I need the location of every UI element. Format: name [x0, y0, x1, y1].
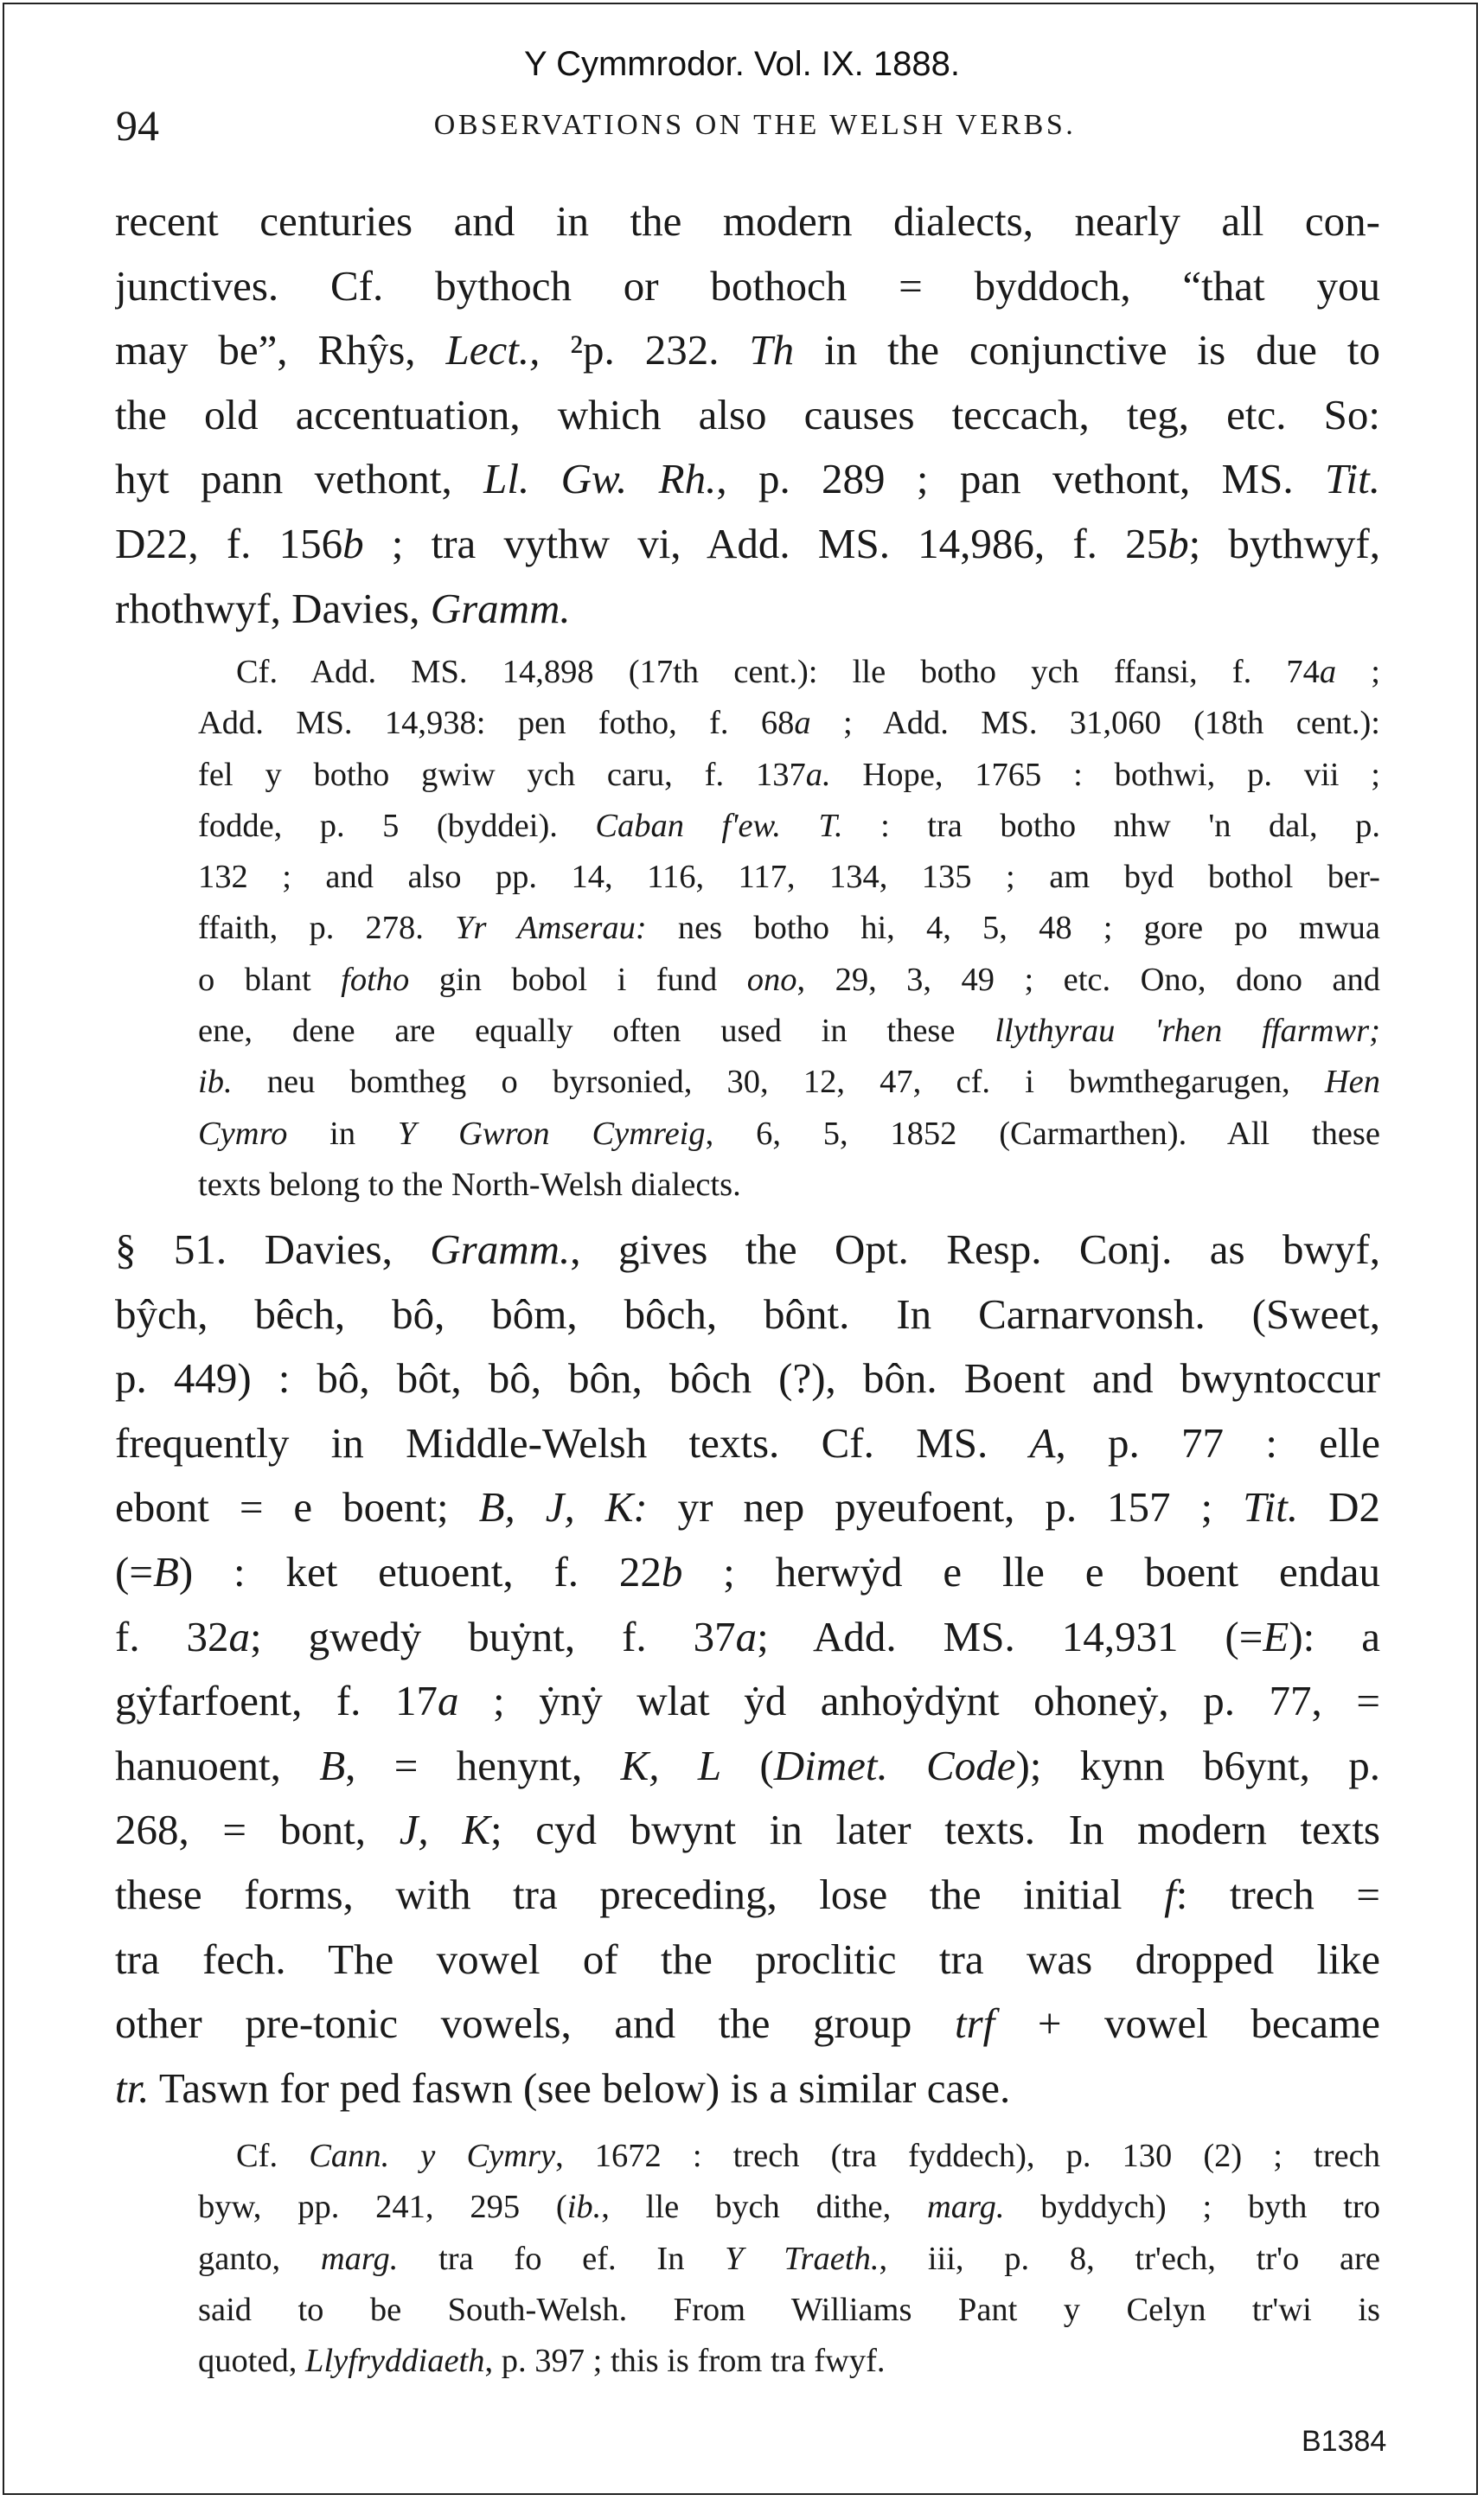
source-caption: Y Cymmrodor. Vol. IX. 1888. [524, 45, 960, 83]
text-line [198, 801, 1380, 852]
text-line [115, 447, 1380, 512]
text-segment: , 29, 3, 49 ; etc. Ono, dono and [796, 961, 1380, 998]
text-line [115, 1669, 1380, 1734]
italic-segment: A [1029, 1418, 1056, 1467]
italic-segment: J, K [399, 1806, 491, 1854]
text-line [198, 903, 1380, 954]
text-segment: mthegarugen, [1108, 1064, 1325, 1101]
italic-segment: Tit. [1324, 455, 1380, 503]
italic-segment: ib. [198, 1064, 233, 1101]
text-segment: these forms, with tra preceding, lose the initial [115, 1870, 1165, 1918]
text-line [115, 254, 1380, 319]
text-line [198, 955, 1380, 1006]
text-line [115, 1346, 1380, 1411]
text-line [115, 1282, 1380, 1347]
text-line [198, 750, 1380, 801]
text-segment: Add. MS. 14,938: pen fotho, f. 68 [198, 705, 795, 742]
text-line [115, 1218, 1380, 1282]
text-segment: neu bomtheg o byrsonied, 30, 12, 47, cf. i b [232, 1064, 1086, 1101]
text-line [198, 2131, 1380, 2182]
text-segment: ; Add. MS. 14,931 (= [757, 1612, 1263, 1660]
text-segment: , lle bych dithe, [601, 2189, 927, 2226]
text-segment: ; tra vythw vi, Add. MS. 14,986, f. 25 [363, 519, 1168, 567]
text-segment: D22, f. 156 [115, 519, 343, 567]
italic-segment: B [152, 1547, 179, 1596]
page-number: 94 [116, 101, 159, 150]
text-segment: , iii, p. 8, tr'ech, tr'o are [879, 2240, 1380, 2277]
text-segment: ; ẏnẏ wlat ẏd anhoẏdẏnt ohoneẏ, p. 77, = [458, 1677, 1380, 1725]
italic-segment: E [1263, 1612, 1289, 1660]
paragraph-1 [115, 189, 1380, 641]
footnote-1 [198, 647, 1380, 1211]
running-head: OBSERVATIONS ON THE WELSH VERBS. [433, 109, 1077, 141]
text-segment: o blant [198, 961, 342, 998]
italic-segment: K, L [620, 1741, 722, 1789]
text-segment: , p. 397 ; this is from tra fwyf. [484, 2343, 886, 2380]
italic-segment: fotho [341, 961, 410, 998]
text-segment: Hope, 1765 : bothwi, p. vii ; [830, 756, 1380, 793]
text-line [115, 1605, 1380, 1670]
italic-segment: tr. [115, 2063, 150, 2112]
italic-segment: Caban f'ew. T. [595, 807, 843, 844]
italic-segment: a. [805, 756, 831, 793]
text-segment: said to be South-Welsh. From Williams Pant y Celyn tr'wi is [198, 2291, 1380, 2328]
text-line [198, 1109, 1380, 1160]
italic-segment: Gramm. [430, 1225, 571, 1273]
text-segment: quoted, [198, 2343, 306, 2380]
text-segment: ebont = e boent; [115, 1483, 479, 1532]
italic-segment: marg. [320, 2240, 399, 2277]
text-segment: texts belong to the North-Welsh dialects. [198, 1166, 741, 1203]
text-segment: frequently in Middle-Welsh texts. Cf. MS. [115, 1418, 1030, 1467]
text-line [198, 698, 1380, 749]
italic-segment: trf [954, 1999, 995, 2048]
text-segment: other pre-tonic vowels, and the group [115, 1999, 955, 2048]
text-segment: , 6, 5, 1852 (Carmarthen). All these [705, 1115, 1380, 1152]
text-segment: , = henynt, [345, 1741, 621, 1789]
italic-segment: b [661, 1547, 683, 1596]
text-segment: + vowel became [995, 1999, 1380, 2048]
text-segment: yr nep pyeufoent, p. 157 ; [647, 1483, 1244, 1532]
text-segment: ) : ket etuoent, f. 22 [178, 1547, 662, 1596]
text-segment: (= [115, 1547, 153, 1596]
text-line [198, 1057, 1380, 1108]
italic-segment: Llyfryddiaeth [305, 2343, 485, 2380]
text-line [115, 1992, 1380, 2056]
text-segment: , gives the Opt. Resp. Conj. as bwyf, [570, 1225, 1380, 1273]
italic-segment: a [438, 1677, 459, 1725]
italic-segment: Yr Amserau: [455, 910, 647, 947]
italic-segment: ib. [566, 2189, 602, 2226]
text-line [198, 2182, 1380, 2233]
text-line [115, 512, 1380, 577]
text-line [115, 1475, 1380, 1540]
italic-segment: Lect., [445, 326, 541, 374]
text-segment: ; herwẏd e lle e boent endau [682, 1547, 1380, 1596]
text-segment: rhothwyf, Davies, [115, 584, 431, 632]
text-segment: gin bobol i fund [409, 961, 747, 998]
italic-segment: Cymro [198, 1115, 288, 1152]
text-segment: the old accentuation, which also causes teccach, teg, etc. So: [115, 390, 1380, 438]
text-line [198, 2285, 1380, 2336]
text-line [115, 383, 1380, 448]
italic-segment: ono [746, 961, 797, 998]
text-segment: ); kynn b6ynt, p. [1015, 1741, 1380, 1789]
text-line [198, 852, 1380, 903]
text-segment: fel y botho gwiw ych caru, f. 137 [198, 756, 806, 793]
text-segment: may be”, Rhŷs, [115, 326, 446, 374]
text-segment: , 1672 : trech (tra fyddech), p. 130 (2) ; trech [555, 2138, 1380, 2174]
italic-segment: f [1164, 1870, 1176, 1918]
text-segment: tra fo ef. In [398, 2240, 726, 2277]
text-segment: in the conjunctive is due to [794, 326, 1380, 374]
text-segment: hyt pann vethont, [115, 455, 484, 503]
text-line [198, 2336, 1380, 2387]
text-line [198, 647, 1380, 698]
text-segment: in [287, 1115, 398, 1152]
text-segment: byddych) ; byth tro [1004, 2189, 1380, 2226]
italic-segment: Gramm. [430, 584, 571, 632]
text-segment: ; bythwyf, [1188, 519, 1380, 567]
italic-segment: Y Gwron Cymreig [397, 1115, 706, 1152]
italic-segment: Hen [1324, 1064, 1380, 1101]
catalog-code: B1384 [1302, 2425, 1387, 2458]
text-segment: Cf. [236, 2138, 310, 2174]
text-segment: bŷch, bêch, bô, bôm, bôch, bônt. In Carnarvonsh. (Sweet, [115, 1289, 1380, 1338]
italic-segment: a [735, 1612, 758, 1660]
italic-segment: b [1167, 519, 1189, 567]
text-segment: ; [1336, 654, 1380, 690]
italic-segment: Th [749, 326, 795, 374]
text-line [115, 1863, 1380, 1928]
text-segment: ²p. 232. [540, 326, 750, 374]
text-segment: : tra botho nhw 'n dal, p. [842, 807, 1380, 844]
text-segment: byw, pp. 241, 295 ( [198, 2189, 567, 2226]
italic-segment: B, J, K: [478, 1483, 648, 1532]
text-segment: Taswn for ped faswn (see below) is a similar case. [149, 2063, 1011, 2112]
italic-segment: marg. [927, 2189, 1005, 2226]
text-segment: 268, = bont, [115, 1806, 400, 1854]
text-segment: , p. 289 ; pan vethont, MS. [716, 455, 1325, 503]
text-line [115, 2056, 1380, 2121]
text-line [115, 1540, 1380, 1605]
text-segment: 132 ; and also pp. 14, 116, 117, 134, 135 ; am byd bothol ber- [198, 859, 1380, 896]
text-segment: ; Add. MS. 31,060 (18th cent.): [810, 705, 1380, 742]
italic-segment: b [342, 519, 364, 567]
text-line [115, 1734, 1380, 1799]
text-segment: p. 449) : bô, bôt, bô, bôn, bôch (?), bôn. Boent and bwyntoccur [115, 1354, 1380, 1403]
paragraph-2 [115, 1218, 1380, 2120]
italic-segment: Ll. Gw. Rh. [483, 455, 717, 503]
italic-segment: Cann. y Cymry [309, 2138, 556, 2174]
text-line [115, 318, 1380, 383]
text-segment: junctives. Cf. bythoch or bothoch = byddoch, “that you [115, 261, 1380, 310]
text-segment: ; gwedẏ buẏnt, f. 37 [250, 1612, 736, 1660]
footnote-2 [198, 2131, 1380, 2387]
italic-segment: llythyrau 'rhen ffarmwr; [995, 1013, 1380, 1050]
italic-segment: w [1085, 1064, 1109, 1101]
text-segment: recent centuries and in the modern dialects, nearly all con- [115, 197, 1380, 245]
text-line [115, 577, 1380, 642]
text-segment: ene, dene are equally often used in these [198, 1013, 995, 1050]
text-segment: ( [721, 1741, 774, 1789]
text-segment: Cf. Add. MS. 14,898 (17th cent.): lle botho ych ffansi, f. 74 [236, 654, 1320, 690]
italic-segment: Tit. [1243, 1483, 1299, 1532]
text-line [198, 1006, 1380, 1057]
text-segment: f. 32 [115, 1612, 229, 1660]
italic-segment: Y Traeth. [725, 2240, 880, 2277]
text-line [198, 1160, 1380, 1211]
text-segment: : trech = [1175, 1870, 1380, 1918]
text-line [115, 1928, 1380, 1992]
text-segment: gẏfarfoent, f. 17 [115, 1677, 438, 1725]
text-segment: ; cyd bwynt in later texts. In modern texts [490, 1806, 1380, 1854]
italic-segment: a [794, 705, 811, 742]
text-line [115, 1411, 1380, 1476]
text-segment: nes botho hi, 4, 5, 48 ; gore po mwua [646, 910, 1380, 947]
italic-segment: a [1319, 654, 1337, 690]
text-line [115, 189, 1380, 254]
text-segment: ): a [1289, 1612, 1380, 1660]
text-segment: fodde, p. 5 (byddei). [198, 807, 596, 844]
text-segment: tra fech. The vowel of the proclitic tra was dropped like [115, 1935, 1380, 1983]
text-line [115, 1798, 1380, 1863]
text-segment: ffaith, p. 278. [198, 910, 456, 947]
text-segment: D2 [1298, 1483, 1380, 1532]
text-segment: § 51. Davies, [115, 1225, 431, 1273]
text-segment: hanuoent, [115, 1741, 320, 1789]
text-line [198, 2234, 1380, 2285]
italic-segment: a [228, 1612, 251, 1660]
text-segment: , p. 77 : elle [1055, 1418, 1380, 1467]
italic-segment: Dimet. Code [773, 1741, 1016, 1789]
italic-segment: B [319, 1741, 346, 1789]
text-segment: ganto, [198, 2240, 321, 2277]
